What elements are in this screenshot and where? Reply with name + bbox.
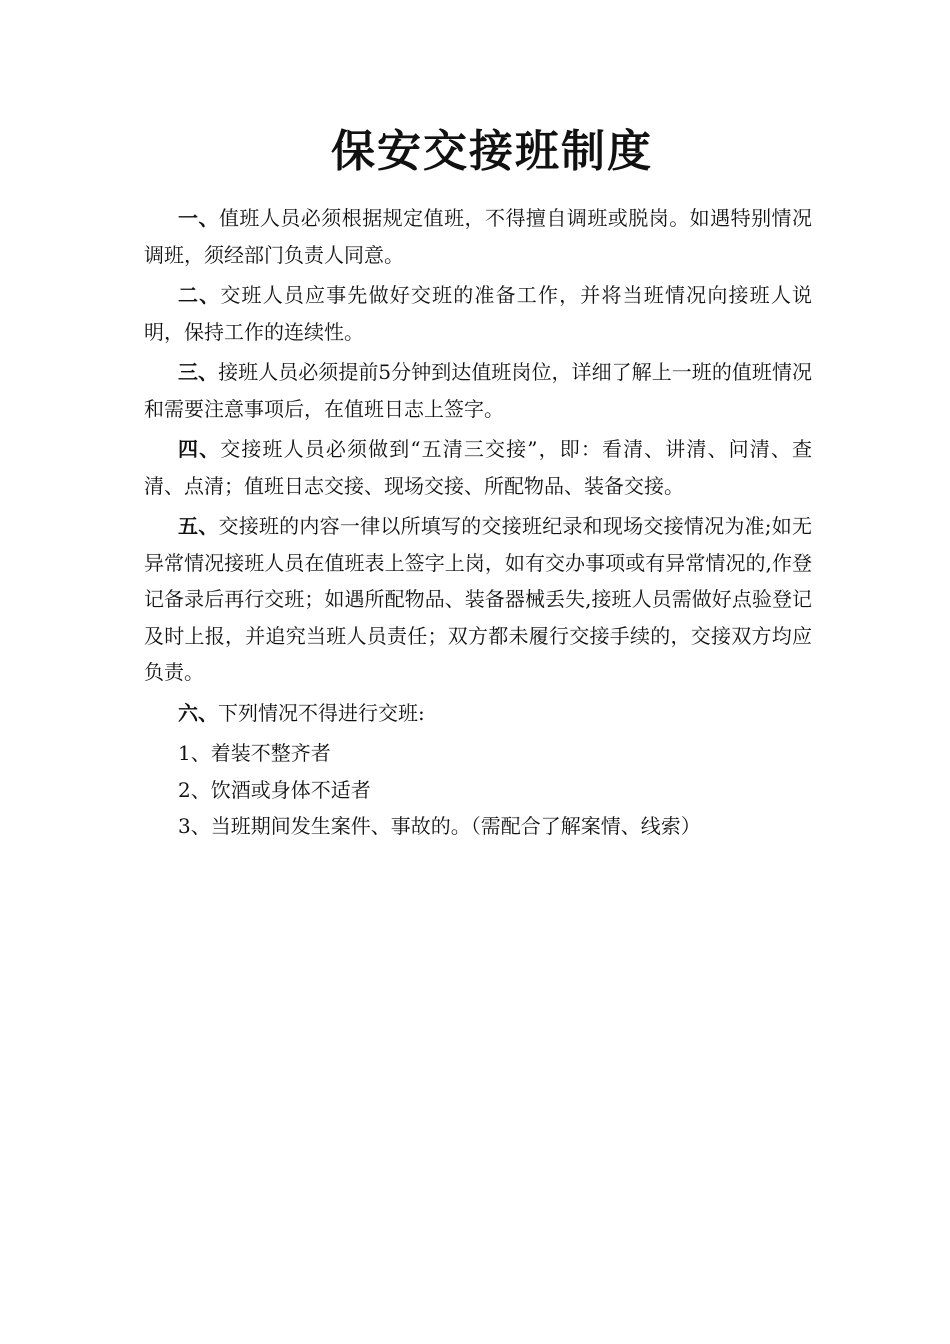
document-title: 保安交接班制度: [331, 126, 653, 177]
section-number: 五、: [178, 514, 219, 538]
section-text: 交班人员应事先做好交班的准备工作，并将当班情况向接班人说明，保持工作的连续性。: [144, 283, 813, 344]
section-4: [144, 431, 812, 504]
section-number: 四、: [178, 437, 221, 461]
list-item: 3、当班期间发生案件、事故的。（需配合了解案情、线索）: [178, 814, 701, 838]
section-text: 交接班人员必须做到“五清三交接”，即：看清、讲清、问清、查清、点清；值班日志交接、现场交接、所配物品、装备交接。: [144, 437, 813, 498]
section-text: 接班人员必须提前5分钟到达值班岗位，详细了解上一班的值班情况和需要注意事项后，在值班日志上签字。: [144, 360, 813, 421]
section-1: [144, 200, 812, 273]
section-number: 六、: [178, 700, 218, 725]
section-6: [144, 695, 812, 732]
list-item: 1、着装不整齐者: [178, 741, 331, 765]
section-number: 三、: [178, 360, 219, 384]
document-body: [144, 200, 812, 845]
section-number: 二、: [178, 283, 221, 307]
section-3: [144, 354, 812, 427]
section-2: [144, 277, 812, 350]
section-text: 下列情况不得进行交班:: [218, 700, 425, 725]
section-5: [144, 508, 812, 691]
section-text: 交接班的内容一律以所填写的交接班纪录和现场交接情况为准;如无异常情况接班人员在值班表上签字上岗，如有交办事项或有异常情况的,作登记备录后再行交班；如遇所配物品、装备器械丢失,接班人员需做好点验登记及时上报，并追究当班人员责任；双方都未履行交接手续的，交接双方均应负责。: [144, 514, 812, 684]
section-number: 一、: [178, 206, 219, 230]
section-text: 值班人员必须根据规定值班，不得擅自调班或脱岗。如遇特别情况调班，须经部门负责人同意。: [144, 206, 813, 267]
list-item: 2、饮酒或身体不适者: [178, 777, 371, 802]
